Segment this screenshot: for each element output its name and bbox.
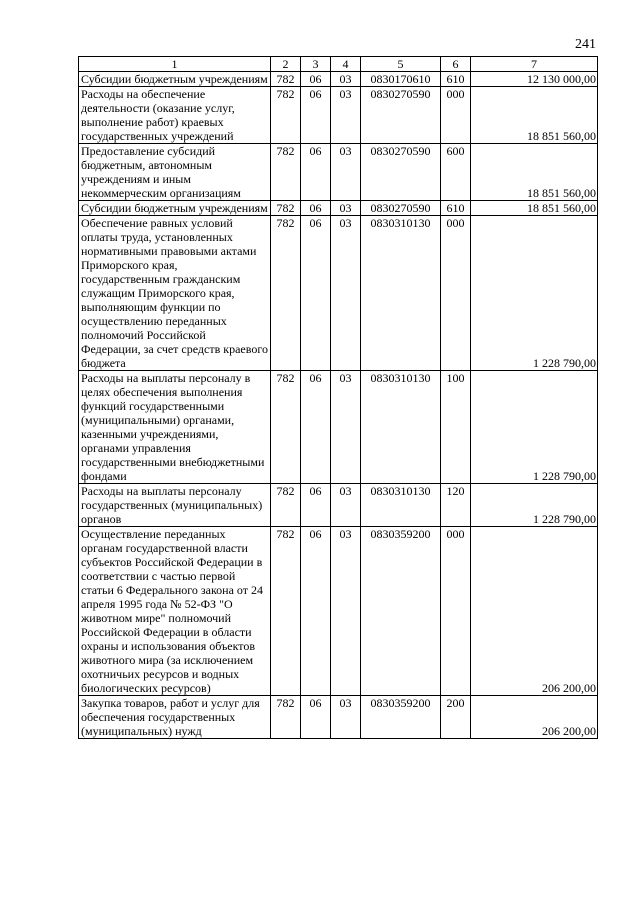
column-header: 6 — [441, 57, 471, 72]
target-article-code-cell: 0830270590 — [361, 87, 441, 144]
section-code-cell: 06 — [301, 527, 331, 696]
expense-name-cell: Предоставление субсидий бюджетным, автономным учреждениям и иным некоммерческим организациям — [79, 144, 271, 201]
expense-name-cell: Расходы на выплаты персоналу государственных (муниципальных) органов — [79, 484, 271, 527]
department-code-cell: 782 — [271, 527, 301, 696]
target-article-code-cell: 0830170610 — [361, 72, 441, 87]
expense-name-cell: Обеспечение равных условий оплаты труда, установленных нормативными правовыми актами Приморского края, государственным гражданским служащим Приморского края, выполняющим функции по осуществлению переданных полномочий Российской Федерации, за счет средств краевого бюджета — [79, 216, 271, 371]
expense-type-code-cell: 000 — [441, 527, 471, 696]
target-article-code-cell: 0830359200 — [361, 696, 441, 739]
amount-cell: 18 851 560,00 — [471, 87, 598, 144]
amount-cell: 18 851 560,00 — [471, 144, 598, 201]
department-code-cell: 782 — [271, 87, 301, 144]
department-code-cell: 782 — [271, 216, 301, 371]
table-row — [79, 371, 598, 484]
table-row — [79, 144, 598, 201]
table-row — [79, 484, 598, 527]
subsection-code-cell: 03 — [331, 484, 361, 527]
department-code-cell: 782 — [271, 371, 301, 484]
expense-type-code-cell: 000 — [441, 87, 471, 144]
target-article-code-cell: 0830359200 — [361, 527, 441, 696]
page-number: 241 — [575, 37, 596, 52]
expense-type-code-cell: 600 — [441, 144, 471, 201]
department-code-cell: 782 — [271, 696, 301, 739]
department-code-cell: 782 — [271, 72, 301, 87]
column-header: 2 — [271, 57, 301, 72]
section-code-cell: 06 — [301, 216, 331, 371]
table-row — [79, 216, 598, 371]
target-article-code-cell: 0830310130 — [361, 484, 441, 527]
expense-name-cell: Субсидии бюджетным учреждениям — [79, 201, 271, 216]
amount-cell: 1 228 790,00 — [471, 216, 598, 371]
subsection-code-cell: 03 — [331, 144, 361, 201]
amount-cell: 1 228 790,00 — [471, 371, 598, 484]
department-code-cell: 782 — [271, 144, 301, 201]
column-header: 1 — [79, 57, 271, 72]
target-article-code-cell: 0830270590 — [361, 201, 441, 216]
table-row — [79, 527, 598, 696]
section-code-cell: 06 — [301, 144, 331, 201]
expense-name-cell: Закупка товаров, работ и услуг для обеспечения государственных (муниципальных) нужд — [79, 696, 271, 739]
amount-cell: 12 130 000,00 — [471, 72, 598, 87]
subsection-code-cell: 03 — [331, 696, 361, 739]
table-row — [79, 696, 598, 739]
amount-cell: 206 200,00 — [471, 696, 598, 739]
table-row — [79, 87, 598, 144]
section-code-cell: 06 — [301, 72, 331, 87]
subsection-code-cell: 03 — [331, 527, 361, 696]
subsection-code-cell: 03 — [331, 216, 361, 371]
expense-type-code-cell: 000 — [441, 216, 471, 371]
section-code-cell: 06 — [301, 371, 331, 484]
expense-type-code-cell: 120 — [441, 484, 471, 527]
subsection-code-cell: 03 — [331, 87, 361, 144]
expense-name-cell: Субсидии бюджетным учреждениям — [79, 72, 271, 87]
expense-name-cell: Расходы на выплаты персоналу в целях обеспечения выполнения функций государственными (муниципальными) органами, казенными учреждениями, органами управления государственными внебюджетными фондами — [79, 371, 271, 484]
department-code-cell: 782 — [271, 484, 301, 527]
expense-name-cell: Осуществление переданных органам государственной власти субъектов Российской Федерации в соответствии с частью первой статьи 6 Федерального закона от 24 апреля 1995 года № 52-ФЗ "О животном мире" полномочий Российской Федерации в области охраны и использования объектов животного мира (за исключением охотничьих ресурсов и водных биологических ресурсов) — [79, 527, 271, 696]
column-header: 4 — [331, 57, 361, 72]
amount-cell: 206 200,00 — [471, 527, 598, 696]
section-code-cell: 06 — [301, 201, 331, 216]
table-row — [79, 201, 598, 216]
expense-type-code-cell: 610 — [441, 201, 471, 216]
target-article-code-cell: 0830310130 — [361, 371, 441, 484]
expense-type-code-cell: 200 — [441, 696, 471, 739]
department-code-cell: 782 — [271, 201, 301, 216]
column-header: 5 — [361, 57, 441, 72]
section-code-cell: 06 — [301, 696, 331, 739]
expense-name-cell: Расходы на обеспечение деятельности (оказание услуг, выполнение работ) краевых государственных учреждений — [79, 87, 271, 144]
subsection-code-cell: 03 — [331, 371, 361, 484]
subsection-code-cell: 03 — [331, 201, 361, 216]
section-code-cell: 06 — [301, 87, 331, 144]
column-header: 3 — [301, 57, 331, 72]
subsection-code-cell: 03 — [331, 72, 361, 87]
expense-type-code-cell: 100 — [441, 371, 471, 484]
table-row — [79, 72, 598, 87]
amount-cell: 1 228 790,00 — [471, 484, 598, 527]
column-header: 7 — [471, 57, 598, 72]
target-article-code-cell: 0830310130 — [361, 216, 441, 371]
budget-table — [78, 56, 598, 739]
section-code-cell: 06 — [301, 484, 331, 527]
target-article-code-cell: 0830270590 — [361, 144, 441, 201]
expense-type-code-cell: 610 — [441, 72, 471, 87]
amount-cell: 18 851 560,00 — [471, 201, 598, 216]
table-header-row — [79, 57, 598, 72]
